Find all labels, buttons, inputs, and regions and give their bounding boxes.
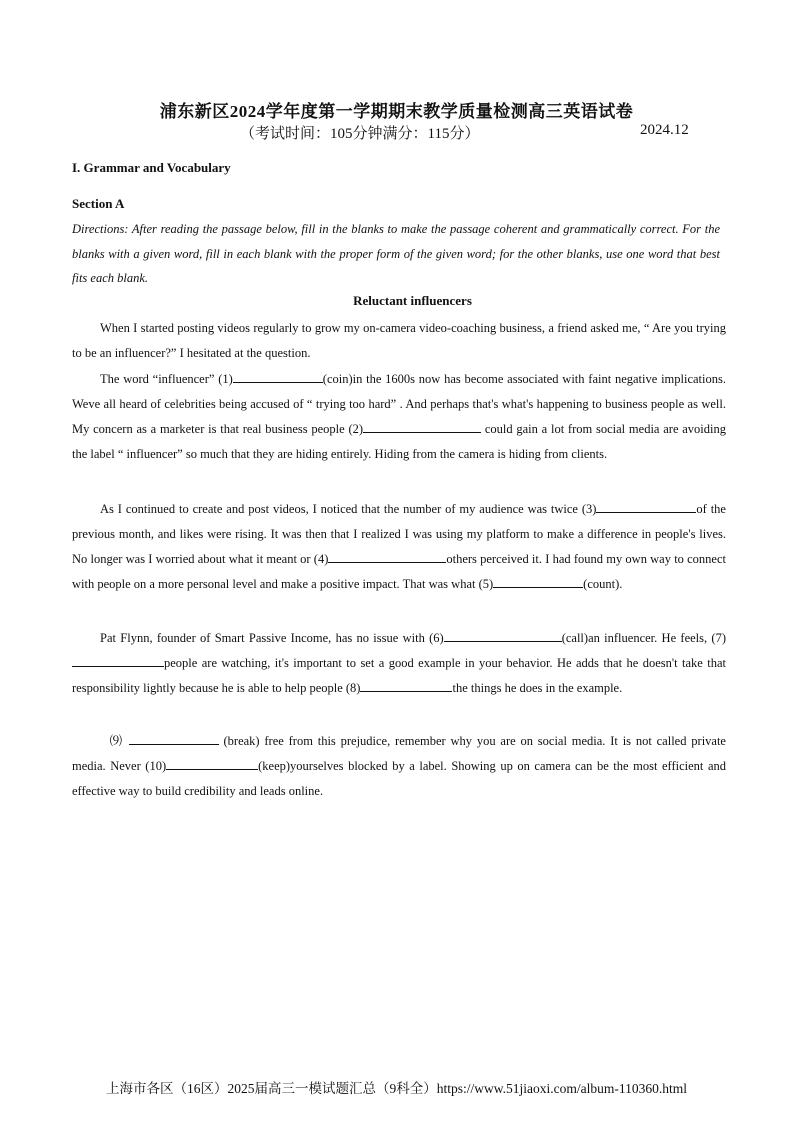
- paragraph-text: (break) free from this prejudice, remember why you are on social media. It is not called private media. Never (10): [72, 734, 726, 773]
- paragraph-text: others perceived it. I had found my own way to connect with people on a more personal level and make a positive impact. That was what (5): [72, 552, 726, 591]
- blank-9[interactable]: [129, 731, 219, 745]
- paragraph-text: Pat Flynn, founder of Smart Passive Income, has no issue with (6): [100, 631, 444, 645]
- exam-date: 2024.12: [640, 122, 689, 138]
- blank-number-9: ⑼: [108, 734, 124, 748]
- paragraph-text: of the previous month, and likes were rising. It was then that I realized I was using my platform to make a difference in people's lives. No longer was I worried about what it meant or (4): [72, 502, 726, 566]
- footer-link[interactable]: 上海市各区（16区）2025届高三一模试题汇总（9科全）https://www.51jiaoxi.com/album-110360.html: [106, 1081, 687, 1096]
- paragraph-1: [72, 316, 726, 366]
- blank-7[interactable]: [72, 653, 164, 667]
- blank-5[interactable]: [493, 574, 583, 588]
- paragraph-text: the things he does in the example.: [452, 681, 623, 695]
- section-heading: Section A: [72, 196, 125, 211]
- paragraph-4: [72, 626, 726, 701]
- passage-title: Reluctant influencers: [353, 293, 472, 308]
- paragraph-text: (call)an influencer. He feels, (7): [561, 631, 727, 645]
- paragraph-3: [72, 497, 726, 597]
- paragraph-text: (keep)yourselves blocked by a label. Showing up on camera can be the most efficient and effective way to build credibility and leads online.: [72, 759, 726, 798]
- paragraph-text: could gain a lot from social media are avoiding the label “ influencer” so much that they are hiding entirely. Hiding from the camera is hiding from clients.: [72, 422, 727, 461]
- blank-6[interactable]: [444, 628, 562, 642]
- paragraph-text: As I continued to create and post videos, I noticed that the number of my audience was twice (3): [100, 502, 597, 516]
- blank-3[interactable]: [596, 499, 696, 513]
- paragraph-text: The word “influencer” (1): [100, 372, 233, 386]
- blank-2[interactable]: [363, 419, 481, 433]
- paragraph-text: When I started posting videos regularly to grow my on-camera video-coaching business, a friend asked me, “ Are you trying to be an influencer?” I hesitated at the question.: [72, 321, 726, 360]
- blank-10[interactable]: [166, 756, 258, 770]
- part-heading: I. Grammar and Vocabulary: [72, 160, 231, 175]
- page-title: 浦东新区2024学年度第一学期期末教学质量检测高三英语试卷: [159, 102, 634, 121]
- paragraph-text: (count).: [583, 577, 623, 591]
- blank-8[interactable]: [360, 678, 452, 692]
- directions: Directions: After reading the passage below, fill in the blanks to make the passage coherent and grammatically correct. For the blanks with a given word, fill in each blank with the proper form of the given word; for the other blanks, use one word that best fits each blank.: [72, 222, 720, 285]
- paragraph-text: (coin)in the 1600s now has become associated with faint negative implications. Weve all heard of celebrities being accused of “ trying too hard” . And perhaps that's what's happening to business people as well. My concern as a marketer is that real business people (2): [72, 372, 726, 436]
- exam-info: （考试时间：105分钟满分：115分）: [240, 126, 480, 142]
- paragraph-text: people are watching, it's important to set a good example in your behavior. He adds that he doesn't take that responsibility lightly because he is able to help people (8): [72, 656, 726, 695]
- blank-1[interactable]: [233, 369, 323, 383]
- blank-4[interactable]: [328, 549, 446, 563]
- paragraph-2: [72, 367, 726, 467]
- paragraph-5: [72, 729, 726, 804]
